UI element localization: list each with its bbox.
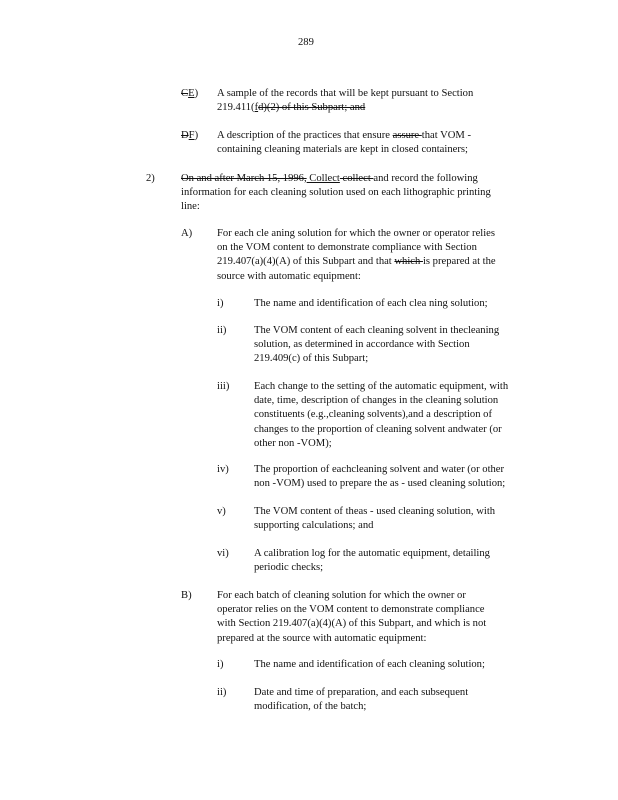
subitem-b-ii xyxy=(254,686,468,714)
subitem-label-a-ii: ii) xyxy=(217,325,227,336)
paragraph-df xyxy=(217,129,471,157)
text-line: containing cleaning materials are kept in closed containers; xyxy=(217,144,468,156)
deleted-text: On and after March 15, 1996, xyxy=(181,173,307,184)
subitem-label-a-iii: iii) xyxy=(217,381,230,392)
text-line: For each cle aning solution for which the owner or operator relies xyxy=(217,228,495,239)
subitem-a-iv xyxy=(254,463,505,491)
text-line xyxy=(217,129,471,143)
item-label-ce xyxy=(181,87,198,101)
text-line: prepared at the source with automatic equipment: xyxy=(217,632,427,644)
text-line: A calibration log for the automatic equipment, detailing xyxy=(254,548,490,559)
text-line xyxy=(217,255,496,269)
text-line: 219.409(c) of this Subpart; xyxy=(254,353,369,365)
text-line: The name and identification of each cleaning solution; xyxy=(254,659,485,670)
inserted-letter: E xyxy=(188,88,195,99)
deleted-text: which xyxy=(394,256,423,268)
label-paren: ) xyxy=(194,88,199,99)
subitem-label-a-v: v) xyxy=(217,506,226,517)
text-line: changes to the proportion of cleaning solvent andwater (or xyxy=(254,423,502,435)
paragraph-a xyxy=(217,227,496,284)
text-run: is prepared at the xyxy=(422,256,496,268)
text-line: For each batch of cleaning solution for which the owner or xyxy=(217,590,466,601)
item-label-df xyxy=(181,129,198,143)
text-line: The VOM content of theas - used cleaning solution, with xyxy=(254,506,496,517)
text-line: constituents (e.g.,cleaning solvents),and a description of xyxy=(254,409,493,421)
text-line: non -VOM) used to prepare the as - used cleaning solution; xyxy=(254,478,506,490)
item-label-a: A) xyxy=(181,228,193,239)
text-line: The proportion of eachcleaning solvent and water (or other xyxy=(254,464,505,475)
text-run: 219.407(a)(4)(A) of this Subpart and that xyxy=(217,256,395,268)
deleted-text: collect xyxy=(339,173,374,184)
text-run: 219.411( xyxy=(217,102,255,114)
deleted-letter: C xyxy=(181,88,189,99)
text-line: information for each cleaning solution used on each lithographic printing xyxy=(181,187,491,199)
label-paren: ) xyxy=(194,130,199,141)
subitem-label-a-iv: iv) xyxy=(217,464,229,475)
item-label-2: 2) xyxy=(146,173,155,184)
subitem-label-b-i: i) xyxy=(217,659,224,670)
paragraph-ce xyxy=(217,87,473,115)
subitem-a-iii xyxy=(254,380,508,451)
paragraph-2 xyxy=(181,172,491,215)
text-line: Each change to the setting of the automatic equipment, with xyxy=(254,381,509,392)
text-line: line: xyxy=(181,201,200,213)
text-line: source with automatic equipment: xyxy=(217,270,361,282)
text-line: modification, of the batch; xyxy=(254,701,367,713)
subitem-label-a-vi: vi) xyxy=(217,548,229,559)
text-line: The VOM content of each cleaning solvent in thecleaning xyxy=(254,325,500,336)
text-line xyxy=(217,101,473,115)
text-run: A description of the practices that ensure xyxy=(217,130,393,141)
text-line: solution, as determined in accordance with Section xyxy=(254,339,470,351)
deleted-text: d)(2) of this Subpart; and xyxy=(258,102,366,114)
text-line: operator relies on the VOM content to demonstrate compliance xyxy=(217,604,485,616)
deleted-letter: D xyxy=(181,130,189,141)
text-line: on the VOM content to demonstrate compliance with Section xyxy=(217,242,477,254)
text-line: other non -VOM); xyxy=(254,437,332,449)
text-line: supporting calculations; and xyxy=(254,520,374,532)
subitem-a-vi xyxy=(254,547,490,575)
subitem-a-v xyxy=(254,505,495,533)
text-line: The name and identification of each clea ning solution; xyxy=(254,298,488,309)
page-number: 289 xyxy=(298,37,314,48)
text-line xyxy=(181,172,491,186)
paragraph-b xyxy=(217,589,486,646)
text-line: Date and time of preparation, and each subsequent xyxy=(254,687,469,698)
inserted-text: Collect xyxy=(306,173,340,184)
text-line: A sample of the records that will be kept pursuant to Section xyxy=(217,88,474,99)
text-run: and record the following xyxy=(373,173,478,184)
inserted-text: f xyxy=(254,102,259,114)
subitem-a-i xyxy=(254,297,488,311)
text-line: date, time, description of changes in the cleaning solution xyxy=(254,395,499,407)
subitem-a-ii xyxy=(254,324,499,367)
deleted-text: assure xyxy=(392,130,422,141)
inserted-letter: F xyxy=(188,130,195,141)
text-line: with Section 219.407(a)(4)(A) of this Subpart, and which is not xyxy=(217,618,487,630)
text-line: periodic checks; xyxy=(254,562,324,574)
subitem-label-a-i: i) xyxy=(217,298,224,309)
subitem-label-b-ii: ii) xyxy=(217,687,227,698)
item-label-b: B) xyxy=(181,590,192,601)
text-run: that VOM - xyxy=(421,130,471,141)
subitem-b-i xyxy=(254,658,485,672)
